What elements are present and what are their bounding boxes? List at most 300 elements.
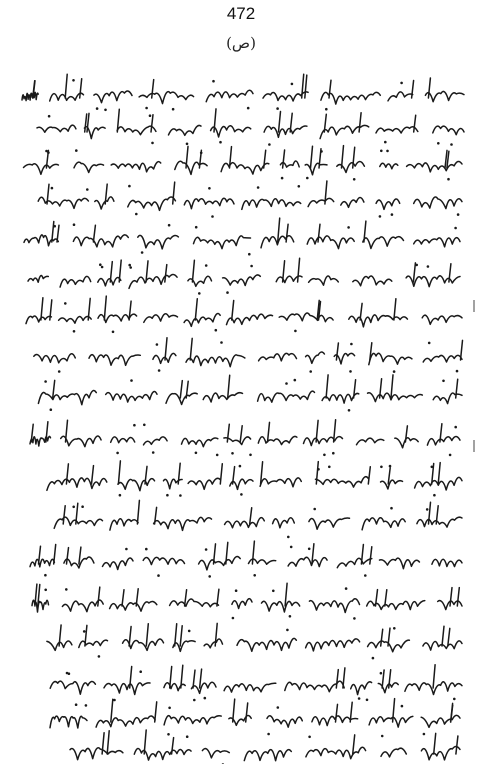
handwritten-word <box>38 391 96 405</box>
handwritten-dot <box>116 452 119 455</box>
handwritten-word <box>258 391 315 402</box>
handwritten-dot <box>449 454 452 457</box>
handwritten-dot <box>253 574 256 577</box>
handwritten-stroke <box>190 338 192 360</box>
handwritten-dot <box>235 589 238 592</box>
handwritten-word <box>103 558 134 570</box>
handwritten-dot <box>248 253 251 256</box>
handwritten-dot <box>200 152 203 155</box>
handwritten-dot <box>294 379 297 382</box>
page-number: 472 <box>226 4 256 23</box>
handwritten-dot <box>247 107 250 110</box>
handwritten-word <box>206 90 253 101</box>
handwritten-word <box>242 199 301 210</box>
handwritten-dot <box>372 657 375 660</box>
handwritten-dot <box>379 215 382 218</box>
handwritten-line <box>50 665 462 702</box>
handwritten-stroke <box>180 381 182 398</box>
handwritten-dot <box>195 226 198 229</box>
handwritten-dot <box>58 370 61 373</box>
handwritten-dot <box>433 494 436 497</box>
handwritten-stroke <box>382 670 384 688</box>
handwritten-word <box>357 438 384 445</box>
handwritten-stroke <box>57 225 59 242</box>
handwritten-word <box>79 640 108 647</box>
handwritten-stroke <box>413 263 415 282</box>
handwritten-word <box>111 437 135 443</box>
handwritten-dot <box>427 265 430 268</box>
handwritten-dot <box>389 465 392 468</box>
handwritten-dot <box>205 264 208 267</box>
handwritten-stroke <box>178 463 180 484</box>
handwritten-word <box>194 236 251 249</box>
handwritten-dot <box>353 178 356 181</box>
handwritten-dot <box>216 454 219 457</box>
handwritten-stroke <box>442 626 444 646</box>
handwritten-stroke <box>170 667 172 689</box>
handwritten-dot <box>215 329 218 332</box>
handwritten-word <box>117 126 156 135</box>
handwritten-dot <box>186 143 189 146</box>
handwritten-word <box>232 599 252 609</box>
handwritten-stroke <box>129 627 131 647</box>
handwritten-dot <box>381 735 384 738</box>
handwritten-dot <box>226 291 229 294</box>
handwritten-stroke <box>343 668 345 688</box>
handwritten-stroke <box>65 74 67 98</box>
handwritten-word <box>368 393 423 402</box>
handwritten-stroke <box>283 150 285 168</box>
handwritten-dot <box>73 223 76 226</box>
handwritten-stroke <box>85 625 87 646</box>
handwritten-stroke <box>93 225 95 242</box>
handwritten-dot <box>44 589 47 592</box>
handwritten-stroke <box>329 80 331 98</box>
handwritten-word <box>380 163 398 169</box>
handwritten-word <box>433 126 464 135</box>
handwritten-word <box>144 314 178 323</box>
handwritten-stroke <box>66 420 68 442</box>
handwritten-line <box>24 146 463 181</box>
handwritten-dot <box>286 629 289 632</box>
handwritten-line <box>37 109 464 146</box>
handwritten-word <box>106 391 157 402</box>
handwritten-word <box>362 518 405 530</box>
handwritten-word <box>306 639 360 651</box>
handwritten-stroke <box>316 420 318 442</box>
handwritten-line <box>47 623 462 659</box>
handwritten-dot <box>442 380 445 383</box>
handwritten-dot <box>400 82 403 85</box>
handwritten-dot <box>168 707 171 710</box>
handwritten-dot <box>53 225 56 228</box>
handwritten-dot <box>250 265 253 268</box>
handwritten-stroke <box>200 669 202 688</box>
handwritten-word <box>22 92 38 100</box>
handwritten-dot <box>208 187 211 190</box>
handwritten-word <box>191 682 216 693</box>
handwritten-dot <box>323 454 326 457</box>
handwritten-dot <box>358 697 361 700</box>
handwritten-dot <box>83 630 86 633</box>
handwritten-dot <box>457 213 460 216</box>
handwritten-dot <box>96 107 99 110</box>
handwritten-stroke <box>151 115 153 132</box>
handwritten-word <box>164 716 221 725</box>
handwritten-stroke <box>52 222 54 243</box>
handwritten-stroke <box>252 541 254 564</box>
handwritten-word <box>30 436 51 446</box>
handwritten-word <box>184 313 220 326</box>
handwritten-stroke <box>279 112 281 133</box>
handwritten-stroke <box>448 628 450 646</box>
handwritten-word <box>427 436 460 445</box>
handwritten-stroke <box>434 733 436 754</box>
handwritten-stroke <box>240 426 242 442</box>
handwritten-word <box>129 274 177 288</box>
handwritten-dot <box>277 706 280 709</box>
handwritten-dot <box>257 186 260 189</box>
handwritten-stroke <box>230 147 232 168</box>
handwritten-word <box>110 601 157 611</box>
handwritten-dot <box>350 343 353 346</box>
handwritten-word <box>244 750 291 761</box>
handwritten-word <box>26 316 51 324</box>
handwritten-stroke <box>146 624 148 646</box>
handwritten-dot <box>320 150 323 153</box>
handwritten-stroke <box>85 114 87 132</box>
handwritten-word <box>173 641 195 652</box>
handwritten-dot <box>50 408 53 411</box>
handwritten-dot <box>158 369 161 372</box>
handwritten-dot <box>85 704 88 707</box>
handwritten-dot <box>454 227 457 230</box>
handwritten-dot <box>390 507 393 510</box>
handwritten-stroke <box>79 547 81 564</box>
handwritten-dot <box>364 574 367 577</box>
handwritten-stroke <box>405 426 407 442</box>
handwritten-word <box>273 518 295 528</box>
handwritten-dot <box>125 548 128 551</box>
handwritten-line <box>54 500 462 538</box>
handwritten-stroke <box>107 731 109 754</box>
handwritten-word <box>166 393 197 404</box>
handwritten-stroke <box>381 629 383 646</box>
handwritten-stroke <box>104 296 106 320</box>
handwritten-line <box>26 296 462 333</box>
handwritten-dot <box>348 409 351 412</box>
handwritten-word <box>59 316 92 323</box>
handwritten-stroke <box>318 224 320 242</box>
handwritten-stroke <box>129 301 131 320</box>
handwritten-dot <box>135 213 138 216</box>
handwritten-dot <box>104 109 107 112</box>
handwritten-word <box>309 518 350 529</box>
handwritten-word <box>37 125 76 132</box>
handwritten-word <box>417 517 462 527</box>
handwritten-dot <box>332 452 335 455</box>
handwritten-stroke <box>412 81 414 99</box>
handwritten-word <box>223 275 261 286</box>
handwritten-dot <box>112 331 115 334</box>
handwritten-stroke <box>364 221 366 242</box>
handwritten-line <box>38 375 462 412</box>
handwritten-dot <box>391 213 394 216</box>
handwritten-word <box>422 315 462 324</box>
handwritten-stroke <box>370 547 372 564</box>
handwritten-word <box>70 748 123 760</box>
handwritten-dot <box>101 266 104 269</box>
handwritten-word <box>110 519 138 530</box>
handwritten-word <box>432 559 462 566</box>
handwritten-word <box>305 163 327 175</box>
handwritten-line <box>50 699 460 736</box>
handwritten-stroke <box>353 735 355 754</box>
handwritten-line <box>24 218 460 255</box>
handwritten-stroke <box>456 736 458 754</box>
handwritten-dot <box>239 465 242 468</box>
handwritten-dot <box>151 142 154 145</box>
handwritten-dot <box>366 699 369 702</box>
handwritten-word <box>395 438 418 448</box>
handwritten-stroke <box>192 260 194 282</box>
handwritten-dot <box>167 733 170 736</box>
handwritten-word <box>425 91 464 101</box>
handwritten-dot <box>73 330 76 333</box>
handwritten-dot <box>143 424 146 427</box>
handwritten-word <box>353 276 392 286</box>
handwritten-dot <box>211 215 214 218</box>
handwritten-dot <box>204 697 207 700</box>
handwritten-stroke <box>286 224 288 242</box>
handwritten-dot <box>113 699 116 702</box>
handwritten-dot <box>139 670 142 673</box>
handwritten-stroke <box>144 730 146 754</box>
handwritten-stroke <box>456 379 458 398</box>
handwritten-word <box>308 198 334 206</box>
handwritten-word <box>421 715 460 727</box>
handwritten-dot <box>44 574 47 577</box>
handwritten-stroke <box>450 588 452 606</box>
handwritten-word <box>61 436 101 447</box>
handwritten-dot <box>98 655 101 658</box>
handwritten-word <box>24 235 58 246</box>
handwritten-dot <box>306 177 309 180</box>
handwritten-stroke <box>226 542 228 564</box>
handwritten-dot <box>240 493 243 496</box>
handwritten-word <box>237 638 296 651</box>
handwritten-dot <box>325 108 328 111</box>
handwritten-dot <box>349 370 352 373</box>
handwritten-dot <box>290 546 293 549</box>
handwritten-word <box>73 235 128 247</box>
handwritten-dot <box>193 699 196 702</box>
handwritten-stroke <box>214 544 216 564</box>
handwritten-dot <box>291 83 294 86</box>
handwritten-word <box>94 91 132 103</box>
handwritten-word <box>188 478 220 489</box>
handwritten-word <box>188 276 212 286</box>
handwritten-word <box>309 599 359 613</box>
handwritten-word <box>267 716 302 727</box>
handwritten-stroke <box>173 182 175 204</box>
handwritten-word <box>307 236 354 249</box>
handwritten-stroke <box>246 703 248 722</box>
handwritten-word <box>170 599 219 607</box>
handwritten-dot <box>426 508 429 511</box>
handwritten-word <box>369 353 412 364</box>
handwritten-stroke <box>388 628 390 646</box>
handwritten-dot <box>99 263 102 266</box>
handwritten-dot <box>380 672 383 675</box>
handwritten-word <box>388 92 413 101</box>
handwritten-dot <box>415 264 418 267</box>
handwritten-word <box>111 162 161 172</box>
handwritten-dot <box>287 536 290 539</box>
handwritten-word <box>128 197 176 210</box>
handwritten-stroke <box>361 545 363 565</box>
handwritten-word <box>144 437 168 445</box>
handwritten-word <box>104 683 150 695</box>
handwritten-word <box>380 558 420 569</box>
handwritten-dot <box>231 452 234 455</box>
handwritten-line <box>34 338 463 373</box>
handwritten-dot <box>205 548 208 551</box>
handwritten-dot <box>75 703 78 706</box>
handwritten-dot <box>313 508 316 511</box>
handwritten-dot <box>128 185 131 188</box>
handwritten-word <box>421 746 460 759</box>
handwritten-dot <box>168 224 171 227</box>
handwritten-stroke <box>54 545 56 565</box>
handwritten-stroke <box>122 590 124 606</box>
handwritten-dot <box>72 79 75 82</box>
handwritten-dot <box>267 733 270 736</box>
handwritten-dot <box>157 574 160 577</box>
handwritten-dot <box>208 575 211 578</box>
handwritten-line <box>38 181 462 218</box>
handwritten-stroke <box>457 588 459 606</box>
handwritten-stroke <box>186 146 188 168</box>
handwritten-dot <box>289 615 292 618</box>
handwritten-dot <box>68 672 71 675</box>
handwritten-word <box>28 276 48 283</box>
handwritten-word <box>351 682 372 695</box>
handwritten-word <box>24 164 59 175</box>
handwritten-dot <box>129 266 132 269</box>
handwritten-dot <box>328 466 331 469</box>
handwritten-word <box>186 355 245 367</box>
handwritten-dot <box>298 185 301 188</box>
handwritten-dot <box>380 466 383 469</box>
handwritten-word <box>225 518 265 528</box>
handwritten-word <box>199 557 241 570</box>
handwritten-word <box>260 478 301 487</box>
handwritten-dot <box>428 342 431 345</box>
handwritten-word <box>376 127 418 133</box>
handwritten-dot <box>232 617 235 620</box>
handwritten-word <box>369 716 413 727</box>
handwritten-word <box>262 601 300 612</box>
handwritten-stroke <box>98 587 100 606</box>
handwritten-dot <box>172 108 175 111</box>
handwritten-line <box>28 258 460 294</box>
handwritten-word <box>60 276 91 287</box>
handwritten-dot <box>453 698 456 701</box>
handwritten-stroke <box>110 262 112 282</box>
handwritten-word <box>139 92 194 104</box>
handwritten-dot <box>268 143 271 146</box>
handwritten-dot <box>294 330 297 333</box>
handwritten-stroke <box>250 508 252 524</box>
handwritten-stroke <box>360 303 362 320</box>
handwritten-line <box>47 461 462 497</box>
handwritten-dot <box>44 380 47 383</box>
handwritten-word <box>381 480 403 489</box>
handwritten-word <box>184 198 234 208</box>
handwritten-word <box>264 126 307 137</box>
handwritten-dot <box>81 505 84 508</box>
handwritten-dot <box>281 177 284 180</box>
handwritten-word <box>211 126 251 137</box>
handwritten-word <box>96 716 155 727</box>
handwritten-dot <box>195 452 198 455</box>
handwritten-dot <box>75 149 78 152</box>
handwritten-word <box>164 683 185 691</box>
handwritten-dot <box>309 370 312 373</box>
handwritten-stroke <box>136 589 138 606</box>
handwritten-stroke <box>155 702 157 722</box>
handwritten-word <box>98 277 121 285</box>
handwritten-word <box>50 681 95 694</box>
handwritten-dot <box>384 141 387 144</box>
handwritten-dot <box>393 370 396 373</box>
handwritten-dot <box>249 454 252 457</box>
handwritten-word <box>164 479 183 489</box>
handwritten-word <box>423 355 462 362</box>
handwritten-dot <box>212 80 215 83</box>
section-mark: (ص) <box>226 34 256 52</box>
handwritten-stroke <box>326 375 328 398</box>
handwritten-dot <box>119 494 122 497</box>
handwritten-stroke <box>305 75 307 98</box>
handwritten-line <box>30 420 460 456</box>
handwritten-word <box>30 559 54 567</box>
handwritten-stroke <box>180 626 182 646</box>
handwritten-stroke <box>290 113 292 132</box>
handwritten-dot <box>65 588 68 591</box>
handwritten-line <box>22 74 464 111</box>
handwritten-stroke <box>118 461 120 484</box>
handwritten-stroke <box>438 463 440 484</box>
handwritten-dot <box>45 150 48 153</box>
handwritten-word <box>304 437 343 446</box>
handwritten-stroke <box>336 670 338 688</box>
handwritten-dot <box>152 451 155 454</box>
handwritten-word <box>89 355 140 366</box>
handwritten-word <box>134 748 191 760</box>
handwritten-stroke <box>137 500 139 524</box>
handwritten-stroke <box>67 548 69 564</box>
handwritten-stroke <box>433 665 435 688</box>
handwritten-dot <box>353 617 356 620</box>
handwritten-word <box>138 235 179 249</box>
handwritten-stroke <box>165 338 167 360</box>
handwritten-stroke <box>368 467 370 484</box>
handwritten-word <box>154 517 212 530</box>
handwritten-dot <box>220 341 223 344</box>
handwritten-word <box>414 238 460 247</box>
